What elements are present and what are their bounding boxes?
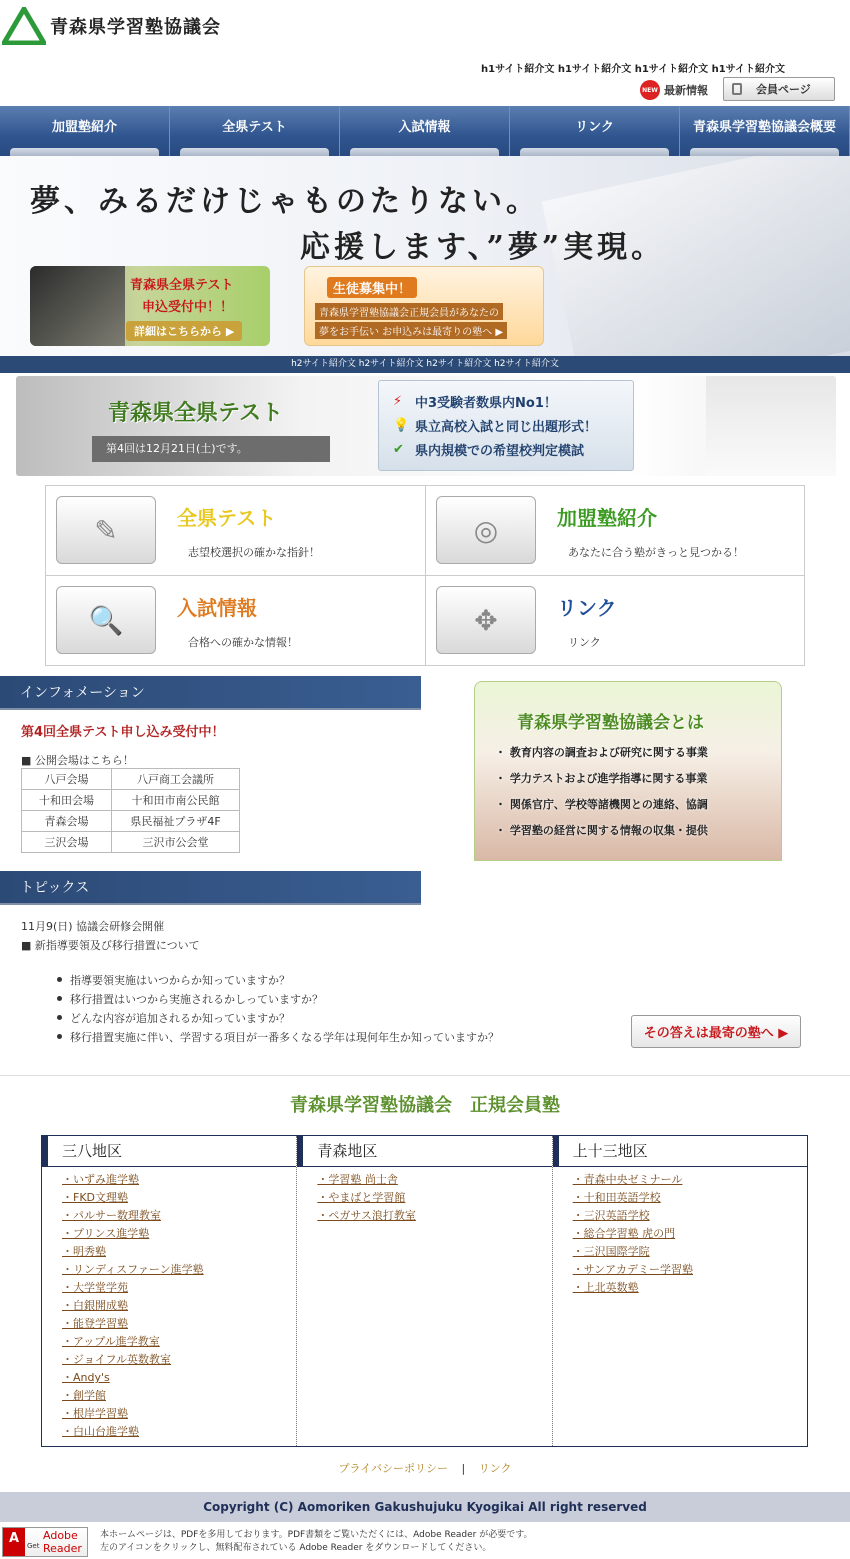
member-page-button[interactable] (723, 77, 835, 101)
test-date: 第4回は12月21日(土)です。 (92, 436, 330, 462)
answer-button[interactable]: その答えは最寄の塾へ ▶ (631, 1015, 801, 1048)
member-school-link[interactable]: ・創学館 (62, 1389, 106, 1402)
menu-prefecture-test[interactable] (46, 486, 426, 576)
about-title: 青森県学習塾協議会とは (517, 713, 704, 733)
lock-icon (732, 83, 742, 95)
table-row (22, 769, 240, 790)
members-title: 青森県学習塾協議会 正規会員塾 (290, 1095, 560, 1116)
list-item: 指導要領実施はいつからか知っていますか？ (57, 970, 499, 989)
member-school-link[interactable]: ・リンディスファーン進学塾 (62, 1263, 204, 1276)
table-row (22, 811, 240, 832)
list-item (62, 1225, 296, 1243)
member-school-link[interactable]: ・ペガサス浪打教室 (317, 1209, 416, 1222)
test-features (378, 380, 634, 471)
list-item (62, 1297, 296, 1315)
list-item (62, 1207, 296, 1225)
list-item (573, 1243, 807, 1261)
venue-name: 十和田会場 (22, 790, 112, 811)
new-badge-icon: NEW (640, 80, 660, 100)
test-feature-text: 県内規模での希望校判定模試 (415, 443, 585, 459)
menu-exam-info[interactable] (46, 576, 426, 666)
list-item (573, 1261, 807, 1279)
area-column (553, 1136, 807, 1446)
venue-place: 八戸商工会議所 (112, 769, 240, 790)
news-label: 最新情報 (664, 84, 708, 97)
footer-links (0, 1460, 850, 1476)
recruit-banner-line1: 青森県学習塾協議会正規会員があなたの (315, 303, 503, 320)
member-school-link[interactable]: ・Andy's (62, 1371, 110, 1384)
list-item (573, 1225, 807, 1243)
list-item (62, 1171, 296, 1189)
list-item: ・ 関係官庁、学校等諸機関との連絡、協調 (495, 798, 708, 811)
copyright: Copyright (C) Aomoriken Gakushujuku Kyogikai All right reserved (0, 1492, 850, 1522)
nav-item-exam-info[interactable]: 入試情報 (340, 106, 510, 156)
divider (0, 1075, 850, 1076)
list-item (62, 1261, 296, 1279)
menu-title: 入試情報 (177, 596, 257, 620)
area-column (42, 1136, 297, 1446)
list-item: 移行措置実施に伴い、学習する項目が一番多くなる学年は現何年生か知っていますか？ (57, 1027, 499, 1046)
pencil-icon: ✎ (56, 496, 156, 564)
nav-item-prefecture-test[interactable]: 全県テスト (170, 106, 340, 156)
table-row (22, 832, 240, 853)
test-banner-subtitle: 申込受付中！！ (142, 300, 234, 315)
menu-subtitle: 合格への確かな情報！ (188, 636, 298, 649)
member-school-link[interactable]: ・三沢英語学校 (572, 1209, 650, 1222)
test-feature-item (393, 389, 633, 413)
list-item (317, 1207, 551, 1225)
member-school-link[interactable]: ・白山台進学塾 (62, 1425, 139, 1438)
people-icon: ✥ (436, 586, 536, 654)
test-feature-item (393, 413, 633, 437)
disc-icon: ◎ (436, 496, 536, 564)
list-item: ・ 教育内容の調査および研究に関する事業 (495, 746, 708, 759)
member-page-label: 会員ページ (756, 83, 811, 96)
list-item: ・ 学習塾の経営に関する情報の収集・提供 (495, 824, 708, 837)
venue-name: 青森会場 (22, 811, 112, 832)
list-item (62, 1315, 296, 1333)
member-school-link[interactable]: ・白銀開成塾 (62, 1299, 128, 1312)
list-item (317, 1171, 551, 1189)
test-banner-title: 青森県全県テスト (130, 278, 234, 293)
member-school-link[interactable]: ・サンアカデミー学習塾 (572, 1263, 693, 1276)
recruit-banner-line2: 夢をお手伝い お申込みは最寄りの塾へ ▶ (315, 322, 507, 339)
triangle-logo-icon (2, 7, 46, 45)
menu-links[interactable] (426, 576, 806, 666)
jumping-students-photo (706, 376, 836, 476)
venue-label: ■ 公開会場はこちら！ (21, 754, 134, 767)
list-item (62, 1279, 296, 1297)
member-school-link[interactable]: ・青森中央ゼミナール (572, 1173, 683, 1186)
member-school-link[interactable]: ・大学堂学苑 (62, 1281, 128, 1294)
about-council-box[interactable] (474, 681, 782, 861)
member-school-link[interactable]: ・総合学習塾 虎の門 (572, 1227, 676, 1240)
adobe-notice-line2: 左のアイコンをクリックし、無料配布されている Adobe Reader をダウンロードしてください。 (100, 1543, 492, 1553)
students-photo (30, 266, 125, 346)
menu-subtitle: あなたに合う塾がきっと見つかる！ (568, 546, 744, 559)
footer-link-links[interactable]: リンク (478, 1462, 512, 1475)
list-item (62, 1423, 296, 1441)
test-application-banner[interactable] (30, 266, 270, 346)
menu-title: 加盟塾紹介 (557, 506, 657, 530)
member-school-link[interactable]: ・明秀塾 (62, 1245, 106, 1258)
menu-subtitle: リンク (568, 636, 601, 649)
get-adobe-reader-button[interactable] (2, 1527, 88, 1557)
area-name: 三八地区 (42, 1136, 296, 1167)
list-item (62, 1351, 296, 1369)
privacy-policy-link[interactable]: プライバシーポリシー (338, 1462, 448, 1475)
list-item (317, 1189, 551, 1207)
list-item (62, 1189, 296, 1207)
site-logo[interactable] (2, 6, 221, 46)
member-school-link[interactable]: ・ジョイフル英数教室 (62, 1353, 172, 1366)
test-banner-cta: 詳細はこちらから ▶ (126, 321, 242, 341)
prefecture-test-banner[interactable] (16, 376, 836, 476)
member-school-link[interactable]: ・根岸学習塾 (62, 1407, 128, 1420)
list-item (62, 1405, 296, 1423)
venue-place: 十和田市南公民館 (112, 790, 240, 811)
topic-news: ■ 新指導要領及び移行措置について (21, 939, 200, 952)
list-item (62, 1243, 296, 1261)
members-table (41, 1135, 808, 1447)
member-school-link[interactable]: ・十和田英語学校 (572, 1191, 661, 1204)
topics-heading: トピックス (0, 871, 421, 905)
recruit-banner[interactable] (304, 266, 544, 346)
adobe-reader-label: Adobe Reader (43, 1529, 82, 1555)
hero-copy-line1: 夢、みるだけじゃものたりない。 (30, 184, 540, 219)
venue-table (21, 768, 240, 853)
member-school-link[interactable]: ・学習塾 尚士舎 (317, 1173, 398, 1186)
member-school-link[interactable]: ・プリンス進学塾 (62, 1227, 150, 1240)
test-feature-text: 県立高校入試と同じ出題形式！ (415, 419, 598, 435)
menu-title: 全県テスト (177, 506, 277, 530)
nav-item-about[interactable]: 青森県学習塾協議会概要 (680, 106, 850, 156)
recruit-banner-title: 生徒募集中！ (327, 277, 417, 298)
table-row (22, 790, 240, 811)
list-item (573, 1207, 807, 1225)
news-link[interactable] (640, 80, 708, 100)
list-item (573, 1171, 807, 1189)
h2-intro-text: h2サイト紹介文 h2サイト紹介文 h2サイト紹介文 h2サイト紹介文 (0, 356, 850, 373)
venue-name: 八戸会場 (22, 769, 112, 790)
member-school-link[interactable]: ・パルサー数理教室 (62, 1209, 161, 1222)
check-icon: ✔ (393, 441, 404, 457)
topic-questions (57, 970, 499, 1046)
hero-copy-line2: 応援します、”夢”実現。 (300, 230, 666, 265)
member-school-link[interactable]: ・能登学習塾 (62, 1317, 128, 1330)
list-item: 移行措置はいつから実施されるかしっていますか？ (57, 989, 499, 1008)
member-school-link[interactable]: ・FKD文理塾 (62, 1191, 129, 1204)
information-heading: インフォメーション (0, 676, 421, 710)
menu-subtitle: 志望校選択の確かな指針！ (188, 546, 320, 559)
adobe-get-label: Get (27, 1542, 40, 1550)
list-item (62, 1387, 296, 1405)
test-feature-item (393, 437, 633, 461)
area-name: 上十三地区 (553, 1136, 807, 1167)
list-item (62, 1369, 296, 1387)
footer-separator: | (461, 1462, 466, 1475)
main-nav (0, 106, 850, 156)
h1-intro-text: h1サイト紹介文 h1サイト紹介文 h1サイト紹介文 h1サイト紹介文 (481, 64, 785, 75)
member-school-link[interactable]: ・上北英数塾 (572, 1281, 639, 1294)
venue-place: 県民福祉プラザ4F (112, 811, 240, 832)
feature-menu (45, 485, 805, 666)
school-list (297, 1167, 551, 1225)
about-list (495, 744, 708, 848)
member-school-link[interactable]: ・アップル進学教室 (62, 1335, 160, 1348)
member-school-link[interactable]: ・やまばと学習館 (317, 1191, 406, 1204)
magnifier-icon: 🔍 (56, 586, 156, 654)
nav-item-links[interactable]: リンク (510, 106, 680, 156)
list-item: どんな内容が追加されるか知っていますか？ (57, 1008, 499, 1027)
information-lead[interactable]: 第4回全県テスト申し込み受付中！ (21, 725, 225, 740)
adobe-logo-icon: A (3, 1528, 25, 1556)
menu-member-schools[interactable] (426, 486, 806, 576)
bulb-icon: 💡 (393, 417, 410, 433)
test-feature-text: 中3受験者数県内No1！ (415, 395, 557, 411)
test-banner-heading: 青森県全県テスト (108, 401, 284, 426)
lightning-icon: ⚡ (393, 393, 403, 409)
menu-title: リンク (557, 596, 617, 620)
area-name: 青森地区 (297, 1136, 551, 1167)
member-school-link[interactable]: ・三沢国際学院 (572, 1245, 650, 1258)
venue-place: 三沢市公会堂 (112, 832, 240, 853)
venue-name: 三沢会場 (22, 832, 112, 853)
site-name: 青森県学習塾協議会 (50, 17, 221, 38)
nav-item-member-schools[interactable]: 加盟塾紹介 (0, 106, 170, 156)
school-list (553, 1167, 807, 1297)
adobe-notice-line1: 本ホームページは、PDFを多用しております。PDF書類をご覧いただくには、Adobe Reader が必要です。 (100, 1530, 533, 1540)
list-item (573, 1189, 807, 1207)
school-list (42, 1167, 296, 1441)
adobe-notice (100, 1529, 533, 1555)
member-school-link[interactable]: ・いずみ進学塾 (62, 1173, 139, 1186)
list-item (62, 1333, 296, 1351)
list-item (573, 1279, 807, 1297)
area-column (297, 1136, 552, 1446)
list-item: ・ 学力テストおよび進学指導に関する事業 (495, 772, 708, 785)
topic-date: 11月9(日) 協議会研修会開催 (21, 920, 165, 933)
